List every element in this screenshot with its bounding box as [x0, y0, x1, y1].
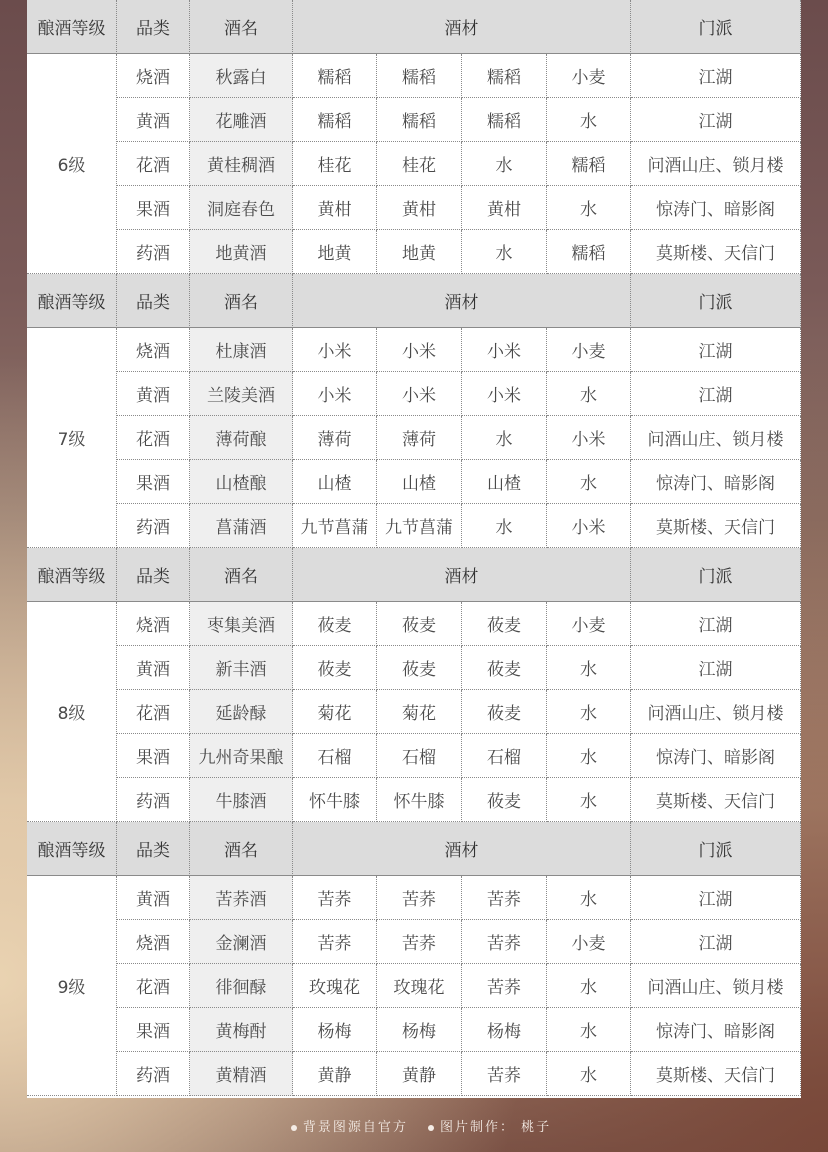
- header-materials: 酒材: [293, 274, 631, 328]
- material-cell: 莜麦: [293, 602, 377, 646]
- material-cell: 小米: [547, 504, 631, 548]
- faction-cell: 莫斯楼、天信门: [631, 778, 801, 822]
- header-faction: 门派: [631, 548, 801, 602]
- material-cell: 苦荞: [462, 920, 547, 964]
- material-cell: 菊花: [377, 690, 462, 734]
- level-group: [27, 0, 801, 274]
- header-category: 品类: [117, 822, 190, 876]
- wine-name-cell: 兰陵美酒: [190, 372, 293, 416]
- material-cell: 苦荞: [377, 920, 462, 964]
- faction-cell: 问酒山庄、锁月楼: [631, 690, 801, 734]
- material-cell: 山楂: [377, 460, 462, 504]
- header-level: 酿酒等级: [27, 548, 117, 602]
- material-cell: 桂花: [293, 142, 377, 186]
- material-cell: 水: [547, 372, 631, 416]
- material-cell: 水: [547, 876, 631, 920]
- wine-name-cell: 菖蒲酒: [190, 504, 293, 548]
- material-cell: 小米: [377, 328, 462, 372]
- material-cell: 莜麦: [462, 778, 547, 822]
- level-group: [27, 822, 801, 1096]
- material-cell: 小麦: [547, 54, 631, 98]
- material-cell: 水: [547, 734, 631, 778]
- material-cell: 黄静: [377, 1052, 462, 1096]
- faction-cell: 惊涛门、暗影阁: [631, 186, 801, 230]
- wine-name-cell: 黄精酒: [190, 1052, 293, 1096]
- material-cell: 玫瑰花: [293, 964, 377, 1008]
- wine-name-cell: 山楂酿: [190, 460, 293, 504]
- bullet-icon: [428, 1125, 434, 1131]
- category-cell: 花酒: [117, 690, 190, 734]
- header-name: 酒名: [190, 0, 293, 54]
- material-cell: 水: [462, 230, 547, 274]
- material-cell: 水: [547, 98, 631, 142]
- faction-cell: 惊涛门、暗影阁: [631, 1008, 801, 1052]
- category-cell: 花酒: [117, 964, 190, 1008]
- material-cell: 杨梅: [462, 1008, 547, 1052]
- wine-name-cell: 九州奇果酿: [190, 734, 293, 778]
- material-cell: 石榴: [377, 734, 462, 778]
- material-cell: 苦荞: [377, 876, 462, 920]
- faction-cell: 莫斯楼、天信门: [631, 1052, 801, 1096]
- material-cell: 小米: [293, 372, 377, 416]
- material-cell: 苦荞: [462, 876, 547, 920]
- material-cell: 黄柑: [462, 186, 547, 230]
- category-cell: 花酒: [117, 142, 190, 186]
- material-cell: 苦荞: [293, 920, 377, 964]
- faction-cell: 江湖: [631, 876, 801, 920]
- level-cell: 8级: [27, 602, 117, 822]
- material-cell: 小米: [547, 416, 631, 460]
- material-cell: 莜麦: [293, 646, 377, 690]
- faction-cell: 江湖: [631, 372, 801, 416]
- wine-name-cell: 牛膝酒: [190, 778, 293, 822]
- faction-cell: 江湖: [631, 646, 801, 690]
- level-cell: 9级: [27, 876, 117, 1096]
- material-cell: 水: [547, 964, 631, 1008]
- header-category: 品类: [117, 274, 190, 328]
- header-name: 酒名: [190, 822, 293, 876]
- wine-name-cell: 薄荷酿: [190, 416, 293, 460]
- wine-name-cell: 枣集美酒: [190, 602, 293, 646]
- material-cell: 糯稻: [293, 54, 377, 98]
- material-cell: 小米: [293, 328, 377, 372]
- faction-cell: 江湖: [631, 920, 801, 964]
- material-cell: 山楂: [462, 460, 547, 504]
- wine-name-cell: 地黄酒: [190, 230, 293, 274]
- material-cell: 莜麦: [462, 602, 547, 646]
- material-cell: 水: [547, 646, 631, 690]
- category-cell: 药酒: [117, 230, 190, 274]
- material-cell: 黄柑: [377, 186, 462, 230]
- category-cell: 果酒: [117, 460, 190, 504]
- header-materials: 酒材: [293, 548, 631, 602]
- material-cell: 地黄: [377, 230, 462, 274]
- material-cell: 小米: [377, 372, 462, 416]
- wine-name-cell: 花雕酒: [190, 98, 293, 142]
- header-name: 酒名: [190, 274, 293, 328]
- material-cell: 糯稻: [547, 230, 631, 274]
- wine-name-cell: 黄桂稠酒: [190, 142, 293, 186]
- header-faction: 门派: [631, 0, 801, 54]
- material-cell: 苦荞: [462, 1052, 547, 1096]
- material-cell: 菊花: [293, 690, 377, 734]
- material-cell: 杨梅: [293, 1008, 377, 1052]
- header-materials: 酒材: [293, 822, 631, 876]
- material-cell: 黄柑: [293, 186, 377, 230]
- material-cell: 水: [547, 690, 631, 734]
- category-cell: 烧酒: [117, 602, 190, 646]
- category-cell: 黄酒: [117, 876, 190, 920]
- material-cell: 糯稻: [547, 142, 631, 186]
- material-cell: 杨梅: [377, 1008, 462, 1052]
- faction-cell: 江湖: [631, 98, 801, 142]
- material-cell: 怀牛膝: [293, 778, 377, 822]
- header-level: 酿酒等级: [27, 822, 117, 876]
- material-cell: 小麦: [547, 328, 631, 372]
- category-cell: 黄酒: [117, 372, 190, 416]
- footer: [0, 1116, 828, 1135]
- wine-name-cell: 新丰酒: [190, 646, 293, 690]
- category-cell: 果酒: [117, 734, 190, 778]
- material-cell: 小麦: [547, 602, 631, 646]
- faction-cell: 问酒山庄、锁月楼: [631, 416, 801, 460]
- material-cell: 水: [547, 460, 631, 504]
- material-cell: 莜麦: [462, 690, 547, 734]
- wine-name-cell: 金澜酒: [190, 920, 293, 964]
- wine-name-cell: 秋露白: [190, 54, 293, 98]
- material-cell: 水: [462, 416, 547, 460]
- material-cell: 糯稻: [462, 54, 547, 98]
- wine-table: [27, 0, 801, 1098]
- category-cell: 花酒: [117, 416, 190, 460]
- faction-cell: 江湖: [631, 328, 801, 372]
- faction-cell: 问酒山庄、锁月楼: [631, 964, 801, 1008]
- material-cell: 石榴: [293, 734, 377, 778]
- material-cell: 水: [547, 778, 631, 822]
- material-cell: 薄荷: [293, 416, 377, 460]
- wine-name-cell: 苦荞酒: [190, 876, 293, 920]
- level-group: [27, 274, 801, 548]
- level-cell: 6级: [27, 54, 117, 274]
- material-cell: 苦荞: [462, 964, 547, 1008]
- material-cell: 地黄: [293, 230, 377, 274]
- material-cell: 九节菖蒲: [377, 504, 462, 548]
- material-cell: 黄静: [293, 1052, 377, 1096]
- category-cell: 黄酒: [117, 646, 190, 690]
- faction-cell: 问酒山庄、锁月楼: [631, 142, 801, 186]
- faction-cell: 莫斯楼、天信门: [631, 504, 801, 548]
- level-cell: 7级: [27, 328, 117, 548]
- header-faction: 门派: [631, 822, 801, 876]
- category-cell: 果酒: [117, 186, 190, 230]
- material-cell: 桂花: [377, 142, 462, 186]
- material-cell: 水: [547, 186, 631, 230]
- level-group: [27, 548, 801, 822]
- header-faction: 门派: [631, 274, 801, 328]
- wine-name-cell: 黄梅酎: [190, 1008, 293, 1052]
- material-cell: 糯稻: [293, 98, 377, 142]
- header-name: 酒名: [190, 548, 293, 602]
- material-cell: 玫瑰花: [377, 964, 462, 1008]
- category-cell: 烧酒: [117, 328, 190, 372]
- header-materials: 酒材: [293, 0, 631, 54]
- category-cell: 烧酒: [117, 54, 190, 98]
- category-cell: 黄酒: [117, 98, 190, 142]
- category-cell: 药酒: [117, 778, 190, 822]
- faction-cell: 惊涛门、暗影阁: [631, 460, 801, 504]
- material-cell: 薄荷: [377, 416, 462, 460]
- category-cell: 药酒: [117, 504, 190, 548]
- material-cell: 糯稻: [462, 98, 547, 142]
- category-cell: 烧酒: [117, 920, 190, 964]
- material-cell: 小米: [462, 328, 547, 372]
- material-cell: 莜麦: [377, 602, 462, 646]
- faction-cell: 莫斯楼、天信门: [631, 230, 801, 274]
- footer-credit: 图片制作： 桃子: [440, 1120, 552, 1135]
- footer-source: 背景图源自官方: [302, 1120, 408, 1135]
- wine-name-cell: 延龄醁: [190, 690, 293, 734]
- header-level: 酿酒等级: [27, 274, 117, 328]
- material-cell: 莜麦: [462, 646, 547, 690]
- material-cell: 小麦: [547, 920, 631, 964]
- material-cell: 九节菖蒲: [293, 504, 377, 548]
- material-cell: 糯稻: [377, 54, 462, 98]
- material-cell: 石榴: [462, 734, 547, 778]
- header-level: 酿酒等级: [27, 0, 117, 54]
- faction-cell: 江湖: [631, 54, 801, 98]
- material-cell: 山楂: [293, 460, 377, 504]
- material-cell: 苦荞: [293, 876, 377, 920]
- wine-name-cell: 徘徊醁: [190, 964, 293, 1008]
- bullet-icon: [291, 1125, 297, 1131]
- material-cell: 莜麦: [377, 646, 462, 690]
- category-cell: 药酒: [117, 1052, 190, 1096]
- category-cell: 果酒: [117, 1008, 190, 1052]
- material-cell: 水: [462, 504, 547, 548]
- material-cell: 水: [547, 1008, 631, 1052]
- material-cell: 糯稻: [377, 98, 462, 142]
- header-category: 品类: [117, 0, 190, 54]
- wine-name-cell: 杜康酒: [190, 328, 293, 372]
- wine-name-cell: 洞庭春色: [190, 186, 293, 230]
- faction-cell: 江湖: [631, 602, 801, 646]
- material-cell: 水: [462, 142, 547, 186]
- header-category: 品类: [117, 548, 190, 602]
- material-cell: 小米: [462, 372, 547, 416]
- material-cell: 水: [547, 1052, 631, 1096]
- faction-cell: 惊涛门、暗影阁: [631, 734, 801, 778]
- material-cell: 怀牛膝: [377, 778, 462, 822]
